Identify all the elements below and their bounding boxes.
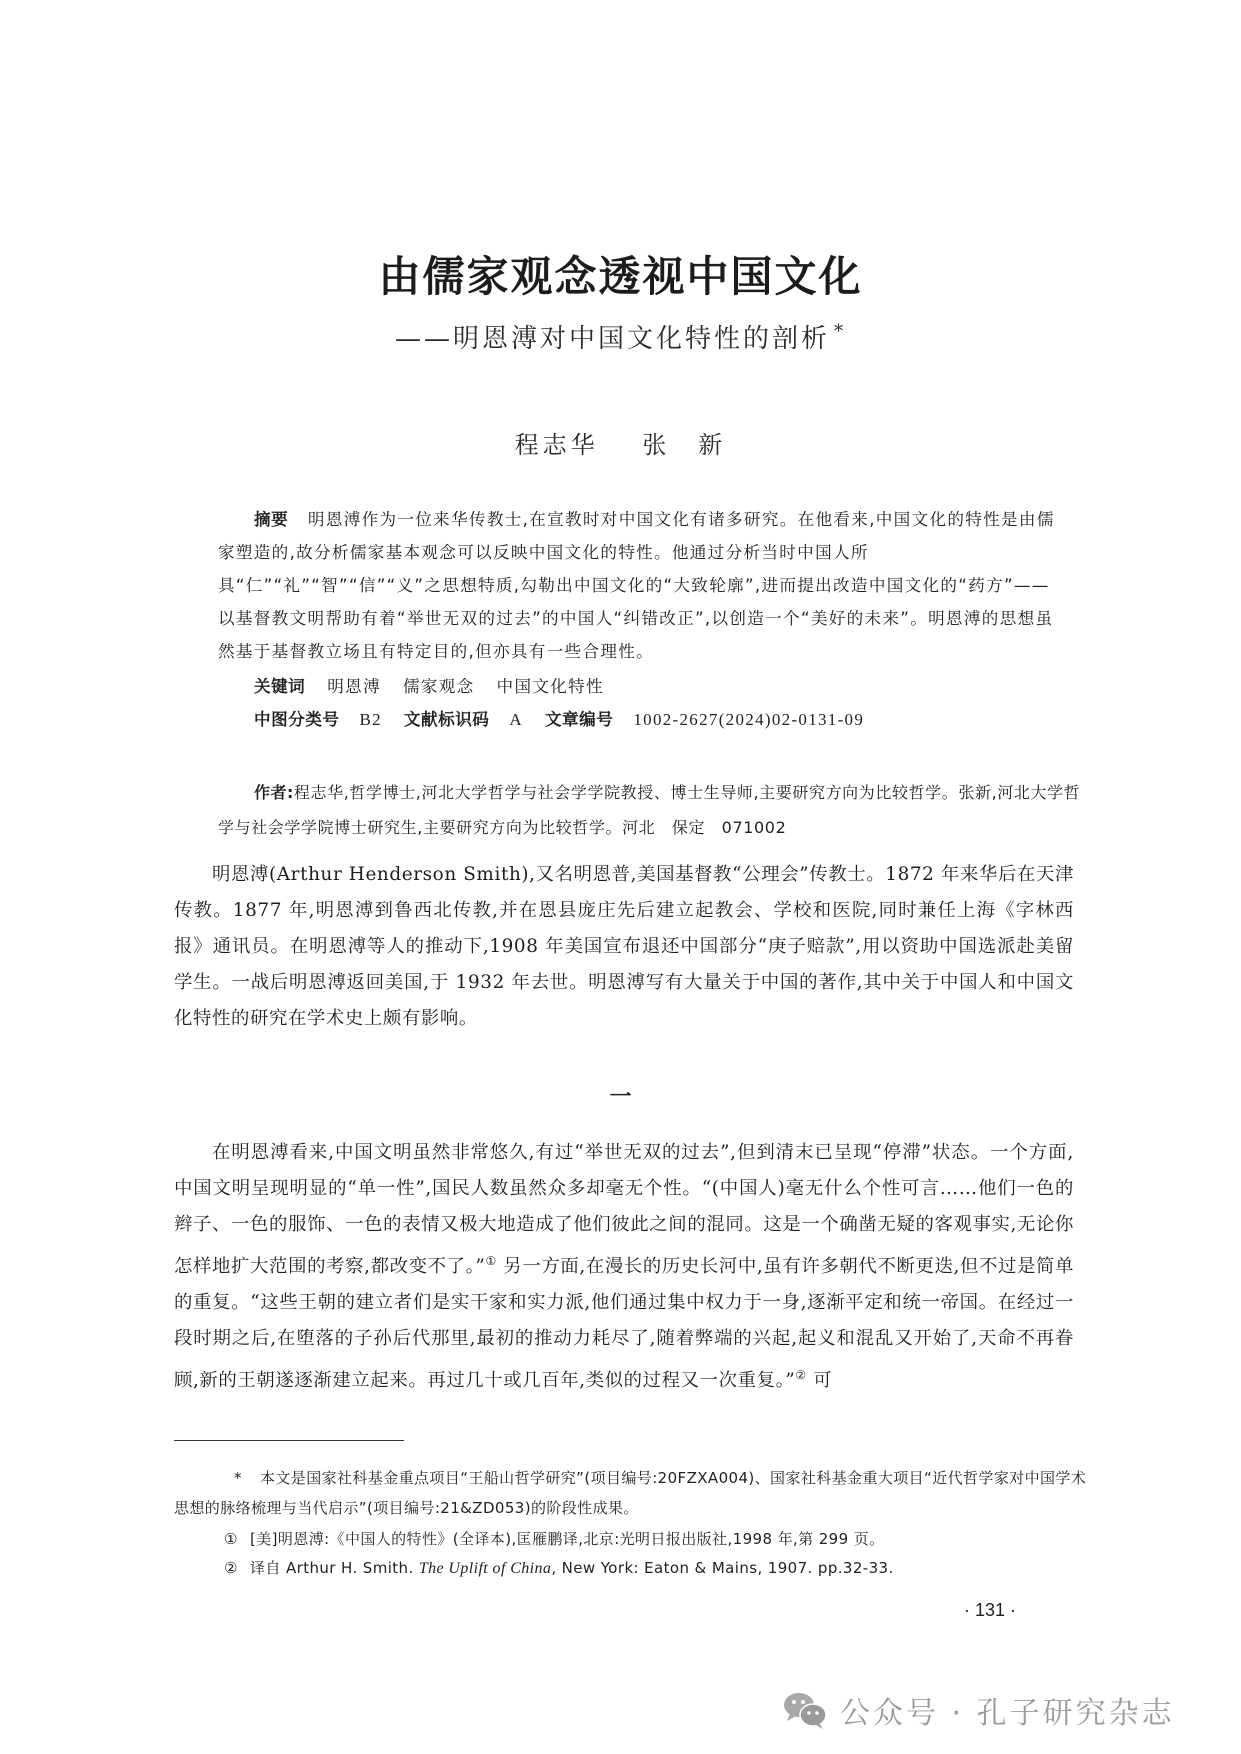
footnote-1 xyxy=(174,1524,1144,1554)
footnote-mark: ① xyxy=(224,1530,238,1548)
keywords-label: 关键词 xyxy=(254,677,306,696)
author-info-text: 程志华,哲学博士,河北大学哲学与社会学学院教授、博士生导师,主要研究方向为比较哲学。张新,河北大学哲学与社会学学院博士研究生,主要研究方向为比较哲学。河北 保定 071002 xyxy=(218,783,1081,837)
author-name: 程志华 xyxy=(514,431,599,459)
classification-line xyxy=(218,703,1094,736)
doc-code-label: 文献标识码 xyxy=(403,710,490,729)
keyword: 儒家观念 xyxy=(402,677,475,696)
footnote-funding xyxy=(174,1463,1094,1523)
author-info-label: 作者: xyxy=(254,783,294,802)
article-subtitle xyxy=(0,318,1241,355)
footnote-mark: * xyxy=(234,1469,242,1487)
body-paragraph: 明恩溥(Arthur Henderson Smith),又名明恩普,美国基督教“公理会”传教士。1872 年来华后在天津传教。1877 年,明恩溥到鲁西北传教,并在恩县庞庄先后建立起教会、学校和医院,同时兼任上海《字林西报》通讯员。在明恩溥等人的推动下,1908 年美国宣布退还中国部分“庚子赔款”,用以资助中国选派赴美留学生。一战后明恩溥返回美国,于 1932 年去世。明恩溥写有大量关于中国的著作,其中关于中国人和中国文化特性的研究在学术史上颇有影响。 xyxy=(174,864,1074,1029)
footnote-book-title: The Uplift of China xyxy=(418,1560,552,1577)
section-heading: 一 xyxy=(609,1084,632,1110)
abstract-text: 明恩溥作为一位来华传教士,在宣教时对中国文化有诸多研究。在他看来,中国文化的特性是由儒家塑造的,故分析儒家基本观念可以反映中国文化的特性。他通过分析当时中国人所具“仁”“礼”“智”“信”“义”之思想特质,勾勒出中国文化的“大致轮廓”,进而提出改造中国文化的“药方”——以基督教文明帮助有着“举世无双的过去”的中国人“纠错改正”,以创造一个“美好的未来”。明恩溥的思想虽然基于基督教立场且有特定目的,但亦具有一些合理性。 xyxy=(218,510,1055,661)
footnote-divider xyxy=(174,1440,404,1441)
footnote-ref[interactable]: ② xyxy=(795,1368,807,1382)
body-paragraph xyxy=(174,1135,1074,1399)
footnote-text: 本文是国家社科基金重点项目“王船山哲学研究”(项目编号:20FZXA004)、国家社科基金重大项目“近代哲学家对中国学术思想的脉络梳理与当代启示”(项目编号:21&ZD053)的阶段性成果。 xyxy=(174,1469,1087,1517)
footnote-text: [美]明恩溥:《中国人的特性》(全译本),匡雁鹏译,北京:光明日报出版社,1998 年,第 299 页。 xyxy=(250,1530,885,1548)
clc-label: 中图分类号 xyxy=(254,710,340,729)
keyword: 明恩溥 xyxy=(327,677,381,696)
author-info xyxy=(218,775,1088,845)
paragraph-text: 在明恩溥看来,中国文明虽然非常悠久,有过“举世无双的过去”,但到清末已呈现“停滞”状态。一个方面,中国文明呈现明显的“单一性”,国民人数虽然众多却毫无个性。“(中国人)毫无什么个性可言……他们一色的辫子、一色的服饰、一色的表情又极大地造成了他们彼此之间的混同。这是一个确凿无疑的客观事实,无论你怎样地扩大范围的考察,都改变不了。” xyxy=(174,1142,1074,1277)
footnote-text: 译自 Arthur H. Smith. xyxy=(250,1559,419,1577)
footnote-mark: ② xyxy=(224,1559,238,1577)
watermark xyxy=(782,1688,1175,1732)
keywords xyxy=(218,670,1094,703)
footnote-text: , New York: Eaton & Mains, 1907. pp.32-33. xyxy=(551,1559,894,1577)
subtitle-footnote-mark: * xyxy=(834,321,846,342)
keyword: 中国文化特性 xyxy=(496,677,604,696)
article-no-value: 1002-2627(2024)02-0131-09 xyxy=(633,710,865,729)
clc-value: B2 xyxy=(359,710,382,729)
abstract xyxy=(218,503,1058,668)
article-no-label: 文章编号 xyxy=(544,710,614,729)
page-number: · 131 · xyxy=(964,1600,1017,1620)
footnote-ref[interactable]: ① xyxy=(485,1254,497,1268)
wechat-icon xyxy=(782,1690,828,1730)
abstract-label: 摘要 xyxy=(254,510,289,529)
paragraph-text: 另一方面,在漫长的历史长河中,虽有许多朝代不断更迭,但不过是简单的重复。“这些王朝的建立者们是实干家和实力派,他们通过集中权力于一身,逐渐平定和统一帝国。在经过一段时期之后,在堕落的子孙后代那里,最初的推动力耗尽了,随着弊端的兴起,起义和混乱又开始了,天命不再眷顾,新的王朝遂逐渐建立起来。再过几十或几百年,类似的过程又一次重复。” xyxy=(174,1256,1074,1391)
watermark-text: 公众号 · 孔子研究杂志 xyxy=(840,1696,1175,1731)
author-name: 张 新 xyxy=(642,431,727,459)
subtitle-text: ——明恩溥对中国文化特性的剖析 xyxy=(394,324,830,354)
footnote-2 xyxy=(174,1553,1144,1584)
paragraph-text: 可 xyxy=(806,1370,833,1391)
article-title: 由儒家观念透视中国文化 xyxy=(378,252,863,301)
doc-code-value: A xyxy=(509,710,523,729)
author-line xyxy=(0,425,1241,460)
